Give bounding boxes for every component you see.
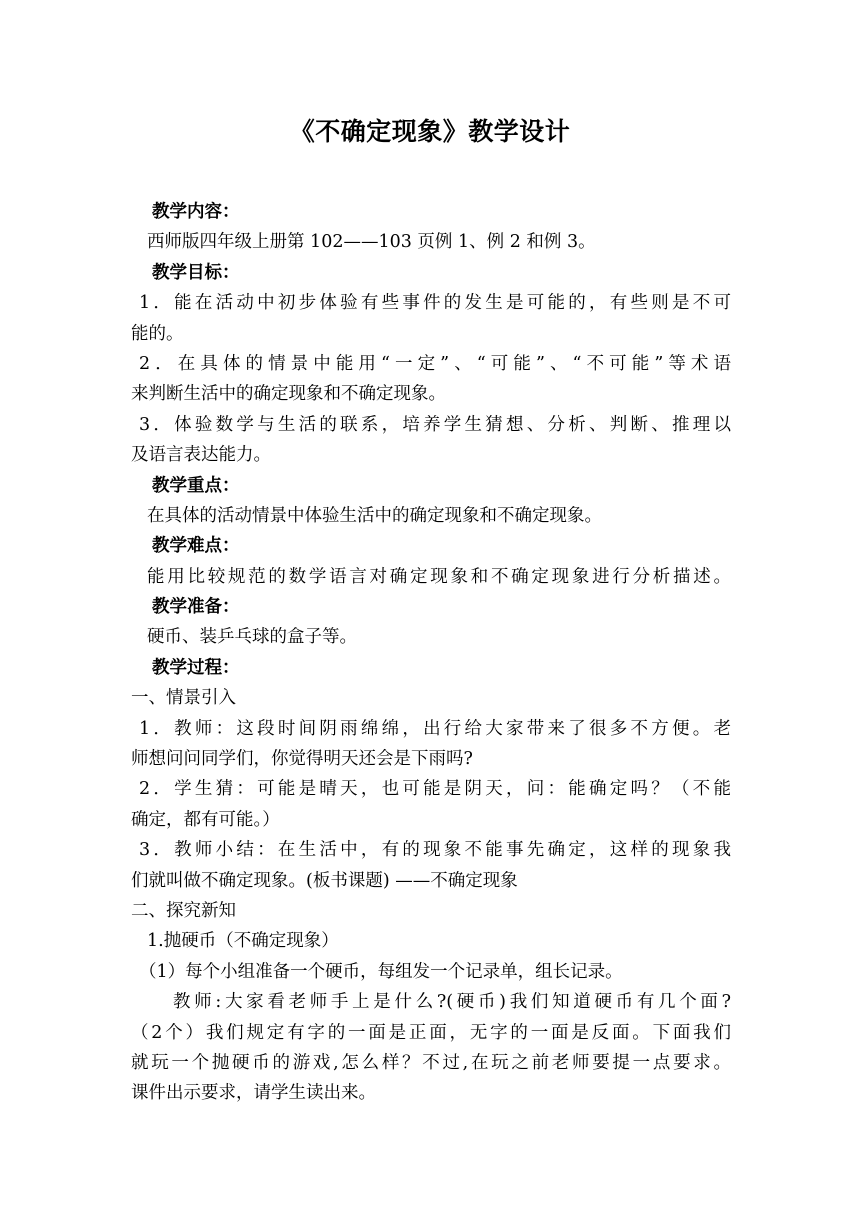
paragraph-line: （2个）我们规定有字的一面是正面，无字的一面是反面。下面我们 bbox=[131, 1022, 731, 1043]
paragraph-line: 师想问问同学们，你觉得明天还会是下雨吗? bbox=[131, 749, 473, 770]
section-heading: 教学目标： bbox=[152, 262, 240, 283]
paragraph-line: 硬币、装乒乓球的盒子等。 bbox=[147, 627, 357, 648]
paragraph-line: 西师版四年级上册第 102——103 页例 1、例 2 和例 3。 bbox=[147, 232, 596, 253]
section-heading: 教学重点： bbox=[152, 475, 240, 496]
paragraph-line: 1．教师：这段时间阴雨绵绵，出行给大家带来了很多不方便。老 bbox=[139, 718, 731, 739]
paragraph-line: 课件出示要求，请学生读出来。 bbox=[131, 1083, 376, 1104]
paragraph-line: 教师:大家看老师手上是什么?(硬币)我们知道硬币有几个面? bbox=[173, 992, 731, 1013]
section-heading: 教学过程： bbox=[152, 657, 240, 678]
paragraph-line: 1．能在活动中初步体验有些事件的发生是可能的，有些则是不可 bbox=[139, 293, 731, 314]
document-body bbox=[131, 197, 731, 1109]
paragraph-line: 2．在具体的情景中能用“一定”、“可能”、“不可能”等术语 bbox=[139, 353, 731, 374]
paragraph-line: 就玩一个抛硬币的游戏,怎么样？不过,在玩之前老师要提一点要求。 bbox=[131, 1052, 731, 1073]
section-heading: 教学准备： bbox=[152, 597, 240, 618]
section-heading: 教学难点： bbox=[152, 536, 240, 557]
paragraph-line: 二、探究新知 bbox=[131, 900, 236, 921]
paragraph-line: 2．学生猜：可能是晴天，也可能是阴天，问：能确定吗？（不能 bbox=[139, 779, 731, 800]
paragraph-line: 3．体验数学与生活的联系，培养学生猜想、分析、判断、推理以 bbox=[139, 414, 731, 435]
paragraph-line: 3．教师小结：在生活中，有的现象不能事先确定，这样的现象我 bbox=[139, 840, 731, 861]
paragraph-line: 们就叫做不确定现象。(板书课题) ——不确定现象 bbox=[131, 870, 518, 891]
paragraph-line: （1）每个小组准备一个硬币，每组发一个记录单，组长记录。 bbox=[139, 961, 623, 982]
paragraph-line: 在具体的活动情景中体验生活中的确定现象和不确定现象。 bbox=[147, 505, 602, 526]
paragraph-line: 能的。 bbox=[131, 323, 184, 344]
paragraph-line: 及语言表达能力。 bbox=[131, 445, 271, 466]
section-heading: 教学内容： bbox=[152, 202, 240, 222]
document-title: 《不确定现象》教学设计 bbox=[289, 117, 571, 146]
paragraph-line: 确定，都有可能。） bbox=[131, 809, 280, 830]
paragraph-line: 一、情景引入 bbox=[131, 688, 236, 709]
paragraph-line: 1.抛硬币（不确定现象） bbox=[147, 931, 339, 952]
paragraph-line: 来判断生活中的确定现象和不确定现象。 bbox=[131, 384, 446, 405]
paragraph-line: 能用比较规范的数学语言对确定现象和不确定现象进行分析描述。 bbox=[147, 566, 731, 587]
